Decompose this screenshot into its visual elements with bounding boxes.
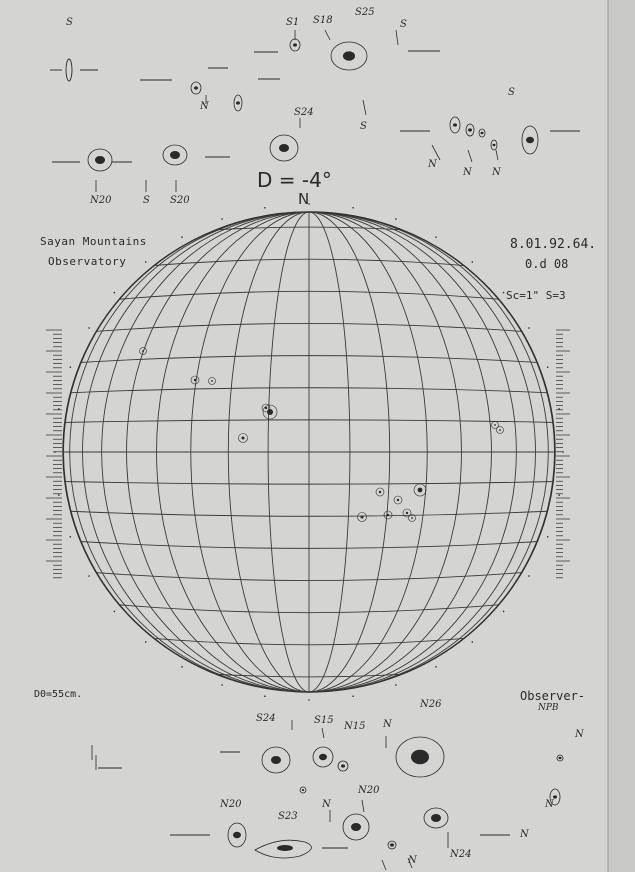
bottom-label: S23	[278, 811, 298, 822]
limb-dot	[308, 699, 310, 701]
detail-umbra	[431, 814, 441, 822]
detail-umbra	[493, 144, 496, 146]
label-tick	[396, 30, 398, 45]
bottom-label: N	[520, 829, 529, 840]
limb-dot	[471, 641, 473, 643]
limb-dot	[547, 366, 549, 368]
limb-dot	[181, 236, 183, 238]
top-label: S	[66, 17, 73, 28]
label-tick	[382, 860, 386, 870]
detail-umbra	[341, 764, 345, 767]
detail-umbra	[293, 43, 297, 46]
sunspot-umbra	[142, 350, 144, 352]
detail-umbra	[302, 789, 304, 791]
detail-umbra	[271, 756, 281, 764]
limb-dot	[558, 494, 560, 496]
seeing-values: Sc=1" S=3	[506, 289, 566, 302]
detail-top-left-feature	[66, 59, 72, 81]
paper-edge-shadow	[608, 0, 635, 872]
detail-umbra	[319, 754, 327, 760]
limb-dot	[352, 207, 354, 209]
label-tick	[322, 728, 324, 738]
limb-dot	[114, 611, 116, 613]
limb-dot	[471, 261, 473, 263]
top-label: N20	[90, 195, 112, 206]
limb-dot	[221, 218, 223, 220]
limb-dot	[264, 695, 266, 697]
top-label: N	[492, 167, 501, 178]
bottom-label: N	[575, 729, 584, 740]
detail-umbra	[95, 156, 105, 164]
sunspot-umbra	[499, 429, 501, 431]
detail-umbra	[453, 123, 457, 126]
limb-dot	[145, 261, 147, 263]
limb-dot	[503, 292, 505, 294]
bottom-label: N	[322, 799, 331, 810]
top-label: N	[200, 101, 209, 112]
limb-dot	[395, 684, 397, 686]
declination-label: D = -4°	[257, 168, 332, 192]
limb-dot	[547, 536, 549, 538]
limb-dot	[88, 327, 90, 329]
limb-dot	[528, 327, 530, 329]
sunspot-umbra	[411, 517, 413, 519]
top-label: S1	[286, 17, 300, 28]
limb-dot	[181, 666, 183, 668]
top-label: S20	[170, 195, 190, 206]
label-tick	[468, 150, 472, 162]
top-label: N	[428, 159, 437, 170]
label-tick	[496, 150, 498, 160]
bottom-label: N	[383, 719, 392, 730]
limb-dot	[352, 695, 354, 697]
detail-umbra	[468, 128, 472, 131]
detail-umbra	[279, 144, 289, 152]
limb-dot	[88, 575, 90, 577]
top-label: S	[400, 19, 407, 30]
diameter-note: D0=55cm.	[34, 689, 83, 700]
bottom-label: N	[545, 799, 554, 810]
detail-umbra	[343, 51, 355, 61]
top-label: S	[508, 87, 515, 98]
observer-name: NPB	[538, 703, 559, 713]
sunspot-umbra	[265, 407, 267, 409]
detail-elongated-umbra	[277, 845, 293, 851]
sunspot-umbra	[194, 379, 196, 381]
sunspot-umbra	[406, 512, 408, 514]
sunspot-umbra	[387, 514, 389, 516]
label-tick	[363, 100, 366, 115]
top-label: S	[360, 121, 367, 132]
limb-dot	[395, 218, 397, 220]
bottom-label: N20	[220, 799, 242, 810]
bottom-label: N15	[344, 721, 366, 732]
bottom-label: N26	[420, 699, 442, 710]
detail-umbra	[236, 101, 240, 104]
sunspot-umbra	[361, 516, 364, 519]
north-marker: N	[298, 190, 310, 208]
detail-umbra	[481, 132, 484, 134]
top-label: S	[143, 195, 150, 206]
limb-dot	[145, 641, 147, 643]
bottom-label: N24	[450, 849, 472, 860]
limb-dot	[58, 494, 60, 496]
sunspot-umbra	[211, 380, 213, 382]
label-tick	[432, 145, 440, 160]
sunspot-umbra	[494, 424, 496, 426]
detail-umbra	[559, 757, 562, 759]
detail-umbra	[194, 86, 198, 89]
top-label: S24	[294, 107, 314, 118]
top-label: S18	[313, 15, 333, 26]
limb-dot	[264, 207, 266, 209]
detail-sketches	[50, 0, 635, 872]
detail-umbra	[233, 832, 241, 838]
detail-umbra	[390, 843, 394, 846]
bottom-label: N	[408, 855, 417, 866]
observatory-name-line1: Sayan Mountains	[40, 235, 147, 248]
sunspot-umbra	[379, 491, 381, 493]
sunspot-umbra	[397, 499, 399, 501]
sunspot-umbra	[242, 437, 245, 440]
detail-umbra	[526, 137, 534, 143]
solar-disk	[54, 203, 564, 701]
label-tick	[362, 800, 364, 812]
top-label: S25	[355, 7, 375, 18]
detail-umbra	[411, 750, 429, 764]
detail-umbra	[170, 151, 180, 159]
sunspot-umbra	[418, 488, 423, 493]
detail-umbra	[351, 823, 361, 831]
limb-dot	[435, 236, 437, 238]
observatory-name-line2: Observatory	[48, 255, 127, 268]
observation-date: 8.01.92.64.	[510, 237, 597, 252]
limb-dot	[70, 536, 72, 538]
bottom-label: N20	[358, 785, 380, 796]
limb-dot	[221, 684, 223, 686]
sunspot-markings	[140, 348, 504, 522]
observer-label: Observer-	[520, 689, 586, 703]
label-tick	[325, 30, 330, 40]
sunspot-umbra	[267, 409, 273, 415]
bottom-label: S15	[314, 715, 334, 726]
limb-dot	[503, 611, 505, 613]
limb-dot	[70, 366, 72, 368]
limb-dot	[528, 575, 530, 577]
bottom-label: S24	[256, 713, 276, 724]
limb-dot	[114, 292, 116, 294]
limb-dot	[435, 666, 437, 668]
top-label: N	[463, 167, 472, 178]
observation-time: 0.d 08	[525, 257, 569, 271]
